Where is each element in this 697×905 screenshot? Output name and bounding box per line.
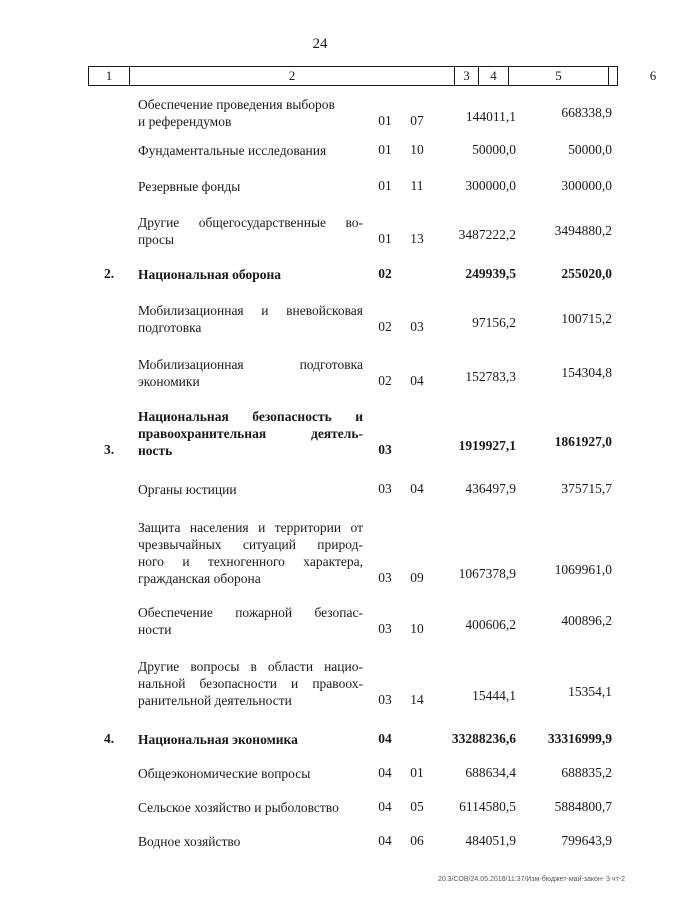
subsection-code: 05 — [410, 799, 424, 814]
row-name-line: Общеэкономические вопросы — [138, 766, 311, 781]
amount-col-6: 688835,2 — [561, 765, 612, 780]
amount-col-5: 484051,9 — [465, 833, 516, 848]
section-code: 02 — [378, 266, 392, 281]
footer-stamp: 20.3/СОВ/24.05.2018/11:37/Изм-бюджет-май-закон- 3 чт-2 — [437, 876, 625, 883]
section-code: 01 — [378, 178, 392, 193]
section-code: 01 — [378, 142, 392, 157]
section-code: 03 — [378, 621, 392, 636]
subsection-code: 06 — [410, 833, 424, 848]
amount-col-6: 300000,0 — [561, 178, 612, 193]
row-name-line: ранительной деятельности — [138, 693, 292, 708]
row-name-line: чрезвычайных ситуаций природ- — [138, 537, 363, 552]
amount-col-6: 50000,0 — [568, 142, 612, 157]
row-name-line: Обеспечение проведения выборов — [138, 97, 335, 112]
row-name-line: ного и техногенного характера, — [138, 554, 363, 569]
amount-col-5: 6114580,5 — [459, 799, 516, 814]
row-name — [138, 356, 363, 390]
amount-col-5: 152783,3 — [465, 369, 516, 384]
amount-col-5: 1919927,1 — [458, 438, 516, 453]
amount-col-5: 15444,1 — [472, 688, 516, 703]
section-code: 03 — [378, 481, 392, 496]
amount-col-5: 400606,2 — [465, 617, 516, 632]
row-name-line: гражданская оборона — [138, 571, 261, 586]
subsection-code: 14 — [410, 692, 424, 707]
row-name-line: ность — [138, 443, 173, 458]
row-name — [138, 604, 363, 638]
row-number: 2. — [104, 266, 115, 281]
row-name-line: Национальная экономика — [138, 732, 298, 747]
row-name-line: Органы юстиции — [138, 482, 237, 497]
amount-col-5: 300000,0 — [465, 178, 516, 193]
amount-col-5: 144011,1 — [465, 109, 516, 124]
header-col-5: 5 — [555, 68, 562, 83]
section-code: 03 — [378, 692, 392, 707]
row-name-line: Сельское хозяйство и рыболовство — [138, 800, 339, 815]
section-code: 03 — [378, 442, 392, 457]
section-code: 02 — [378, 319, 392, 334]
amount-col-5: 97156,2 — [472, 315, 516, 330]
subsection-code: 13 — [410, 231, 424, 246]
subsection-code: 09 — [410, 570, 424, 585]
row-name-line: Другие вопросы в области нацио- — [138, 659, 363, 674]
row-name-line: Национальная безопасность и — [138, 409, 363, 424]
section-code: 03 — [378, 570, 392, 585]
row-name-line: просы — [138, 232, 175, 247]
section-code: 04 — [378, 731, 392, 746]
row-name — [138, 142, 363, 159]
row-number: 4. — [104, 731, 115, 746]
row-name — [138, 731, 363, 748]
amount-col-6: 375715,7 — [561, 481, 612, 496]
amount-col-5: 50000,0 — [472, 142, 516, 157]
table-header-row — [88, 66, 657, 86]
section-code: 04 — [378, 833, 392, 848]
row-name-line: Другие общегосударственные во- — [138, 215, 363, 230]
amount-col-6: 33316999,9 — [547, 731, 612, 746]
subsection-code: 01 — [410, 765, 424, 780]
amount-col-5: 249939,5 — [465, 266, 516, 281]
row-name — [138, 658, 363, 709]
row-name-line: Мобилизационная подготовка — [138, 357, 363, 372]
row-number: 3. — [104, 442, 115, 457]
page-number: 24 — [312, 36, 328, 52]
row-name — [138, 408, 363, 459]
amount-col-6: 668338,9 — [561, 105, 612, 120]
row-name-line: и референдумов — [138, 114, 232, 129]
subsection-code: 07 — [410, 113, 424, 128]
row-name-line: Обеспечение пожарной безопас- — [138, 605, 363, 620]
section-code: 01 — [378, 231, 392, 246]
row-name — [138, 481, 363, 498]
subsection-code: 03 — [410, 319, 424, 334]
row-name-line: Защита населения и территории от — [138, 520, 363, 535]
section-code: 02 — [378, 373, 392, 388]
section-code: 04 — [378, 799, 392, 814]
row-name-line: ности — [138, 622, 172, 637]
amount-col-5: 3487222,2 — [458, 227, 516, 242]
amount-col-6: 154304,8 — [561, 365, 612, 380]
row-name-line: Фундаментальные исследования — [138, 143, 327, 158]
row-name — [138, 519, 363, 587]
row-name — [138, 266, 363, 283]
subsection-code: 10 — [410, 142, 424, 157]
row-name — [138, 214, 363, 248]
row-name-line: Резервные фонды — [138, 179, 241, 194]
row-name-line: Мобилизационная и вневойсковая — [138, 303, 363, 318]
header-col-3: 3 — [463, 68, 470, 83]
amount-col-6: 1069961,0 — [554, 562, 612, 577]
row-name — [138, 302, 363, 336]
subsection-code: 11 — [410, 178, 424, 193]
row-name-line: нальной безопасности и правоох- — [138, 676, 363, 691]
row-name — [138, 799, 363, 816]
header-col-2: 2 — [288, 68, 296, 83]
row-name-line: Водное хозяйство — [138, 834, 241, 849]
amount-col-6: 5884800,7 — [554, 799, 612, 814]
section-code: 04 — [378, 765, 392, 780]
amount-col-5: 33288236,6 — [451, 731, 516, 746]
subsection-code: 04 — [410, 481, 424, 496]
amount-col-6: 1861927,0 — [554, 434, 612, 449]
amount-col-6: 255020,0 — [561, 266, 612, 281]
amount-col-5: 1067378,9 — [458, 566, 516, 581]
row-name-line: подготовка — [138, 320, 202, 335]
row-name — [138, 833, 363, 850]
amount-col-6: 15354,1 — [568, 684, 612, 699]
header-col-1: 1 — [105, 68, 113, 83]
header-col-4: 4 — [490, 68, 497, 83]
row-name-line: Национальная оборона — [138, 267, 281, 282]
row-name-line: экономики — [138, 374, 200, 389]
amount-col-6: 100715,2 — [561, 311, 612, 326]
amount-col-6: 3494880,2 — [554, 223, 612, 238]
header-col-6: 6 — [649, 68, 657, 83]
amount-col-6: 400896,2 — [561, 613, 612, 628]
row-name — [138, 765, 363, 782]
row-name-line: правоохранительная деятель- — [138, 426, 363, 441]
row-name — [138, 178, 363, 195]
section-code: 01 — [378, 113, 392, 128]
subsection-code: 10 — [410, 621, 424, 636]
subsection-code: 04 — [410, 373, 424, 388]
amount-col-6: 799643,9 — [561, 833, 612, 848]
amount-col-5: 436497,9 — [465, 481, 516, 496]
amount-col-5: 688634,4 — [465, 765, 516, 780]
row-name — [138, 96, 363, 130]
